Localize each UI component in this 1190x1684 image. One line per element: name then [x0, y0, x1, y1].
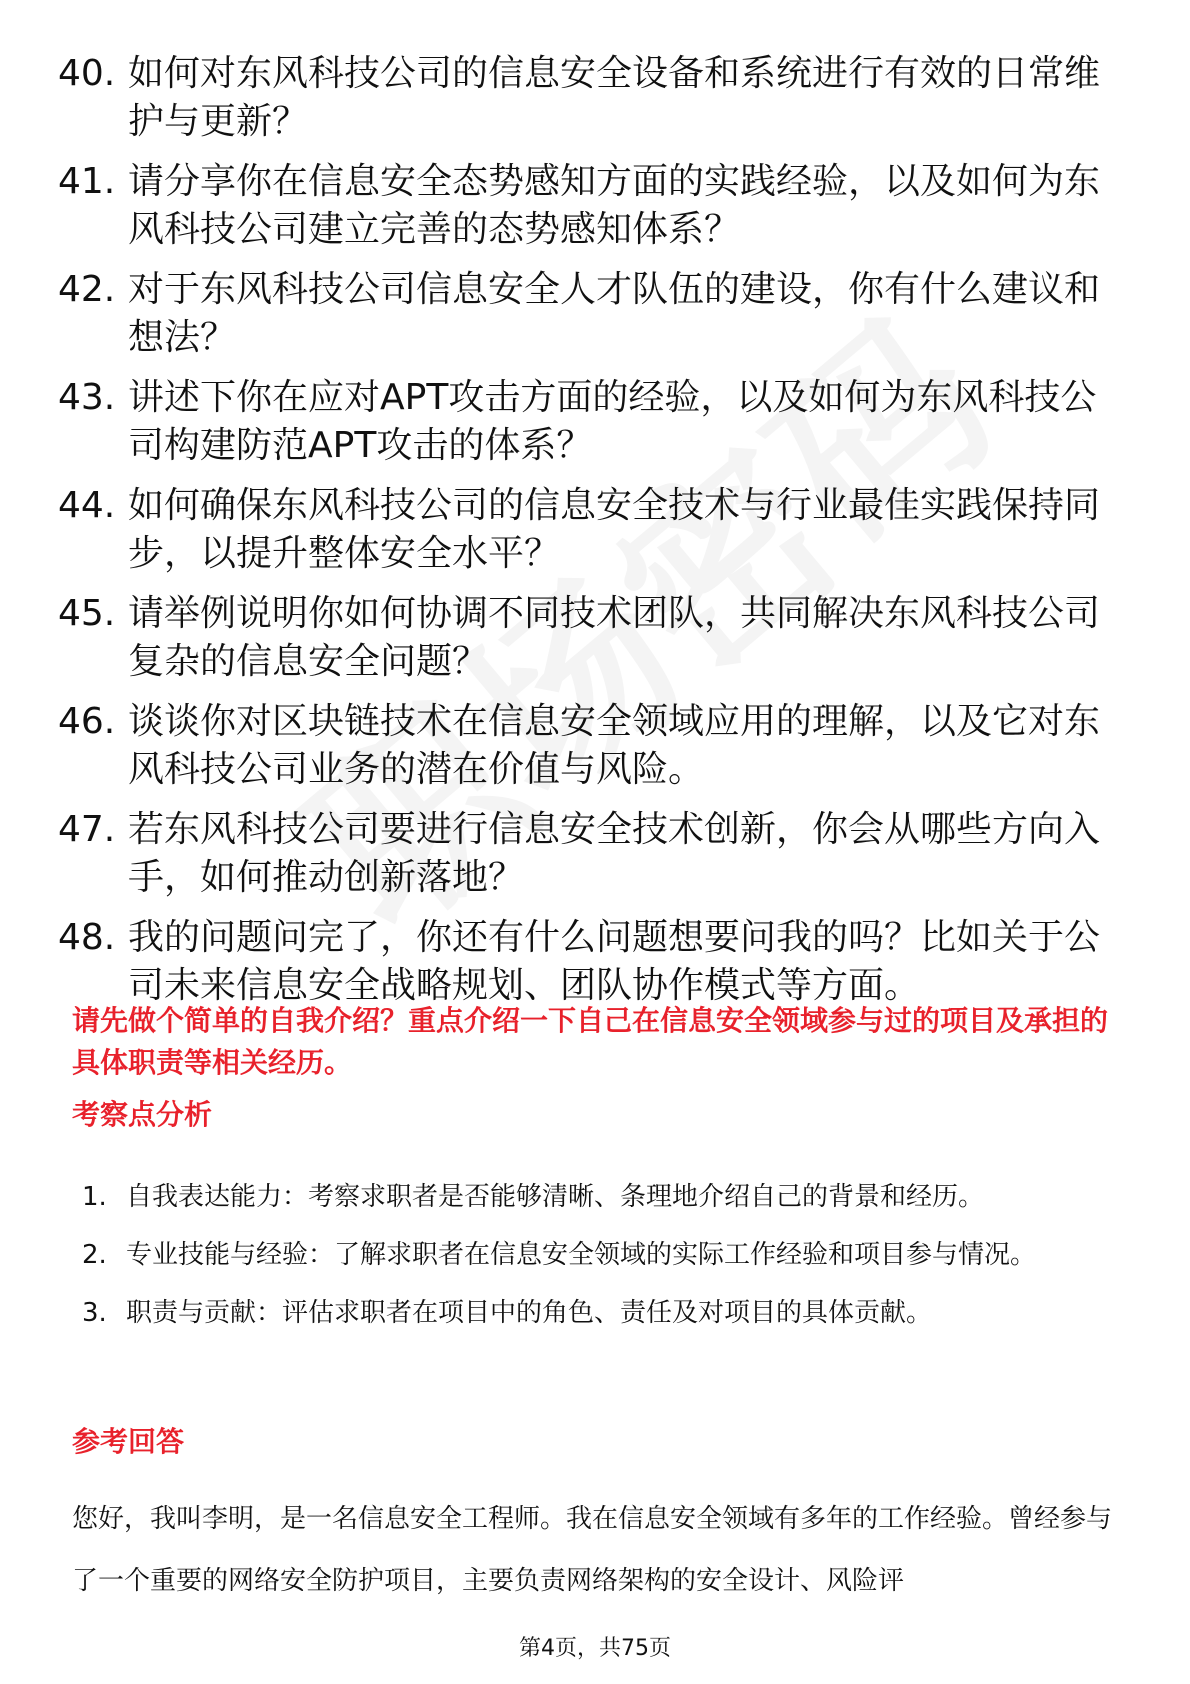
question-text: 我的问题问完了，你还有什么问题想要问我的吗？比如关于公司未来信息安全战略规划、团队协作模式等方面。: [128, 917, 1101, 1006]
question-item: [58, 158, 1138, 254]
question-item: [58, 266, 1138, 362]
question-text: 对于东风科技公司信息安全人才队伍的建设，你有什么建议和想法？: [128, 269, 1101, 358]
point-number: 2.: [82, 1240, 107, 1270]
question-number: 41.: [58, 161, 116, 202]
question-number: 42.: [58, 269, 116, 310]
question-number: 45.: [58, 593, 116, 634]
question-number: 43.: [58, 377, 116, 418]
answer-paragraph: 您好，我叫李明，是一名信息安全工程师。我在信息安全领域有多年的工作经验。曾经参与了一个重要的网络安全防护项目，主要负责网络架构的安全设计、风险评: [72, 1504, 1113, 1596]
question-number: 48.: [58, 917, 116, 958]
question-item: [58, 50, 1138, 146]
question-text: 请举例说明你如何协调不同技术团队，共同解决东风科技公司复杂的信息安全问题？: [128, 593, 1101, 682]
question-number: 46.: [58, 701, 116, 742]
section-question-title: 请先做个简单的自我介绍？重点介绍一下自己在信息安全领域参与过的项目及承担的具体职责等相关经历。: [72, 1004, 1109, 1079]
question-text: 若东风科技公司要进行信息安全技术创新，你会从哪些方向入手，如何推动创新落地？: [128, 809, 1101, 898]
question-number: 47.: [58, 809, 116, 850]
question-text: 讲述下你在应对APT攻击方面的经验，以及如何为东风科技公司构建防范APT攻击的体系？: [128, 377, 1097, 466]
analysis-point: [82, 1170, 1122, 1224]
question-item: [58, 914, 1138, 1010]
point-text: 职责与贡献：评估求职者在项目中的角色、责任及对项目的具体贡献。: [126, 1298, 933, 1328]
point-text: 专业技能与经验：了解求职者在信息安全领域的实际工作经验和项目参与情况。: [126, 1240, 1037, 1270]
question-number: 44.: [58, 485, 116, 526]
question-item: [58, 698, 1138, 794]
point-text: 自我表达能力：考察求职者是否能够清晰、条理地介绍自己的背景和经历。: [126, 1182, 985, 1212]
analysis-heading: 考察点分析: [72, 1098, 213, 1131]
question-text: 如何对东风科技公司的信息安全设备和系统进行有效的日常维护与更新？: [128, 53, 1101, 142]
analysis-point: [82, 1228, 1122, 1282]
question-item: [58, 806, 1138, 902]
question-text: 请分享你在信息安全态势感知方面的实践经验，以及如何为东风科技公司建立完善的态势感知体系？: [128, 161, 1101, 250]
question-text: 谈谈你对区块链技术在信息安全领域应用的理解，以及它对东风科技公司业务的潜在价值与风险。: [128, 701, 1101, 790]
question-list: [58, 50, 1138, 1022]
question-number: 40.: [58, 53, 116, 94]
analysis-point-list: [82, 1170, 1122, 1344]
page-footer: 第4页，共75页: [519, 1636, 671, 1661]
question-item: [58, 590, 1138, 686]
question-item: [58, 482, 1138, 578]
answer-body: [72, 1488, 1132, 1612]
question-item: [58, 374, 1138, 470]
question-text: 如何确保东风科技公司的信息安全技术与行业最佳实践保持同步，以提升整体安全水平？: [128, 485, 1101, 574]
answer-heading: 参考回答: [72, 1425, 185, 1458]
point-number: 3.: [82, 1298, 107, 1328]
point-number: 1.: [82, 1182, 107, 1212]
analysis-point: [82, 1286, 1122, 1340]
